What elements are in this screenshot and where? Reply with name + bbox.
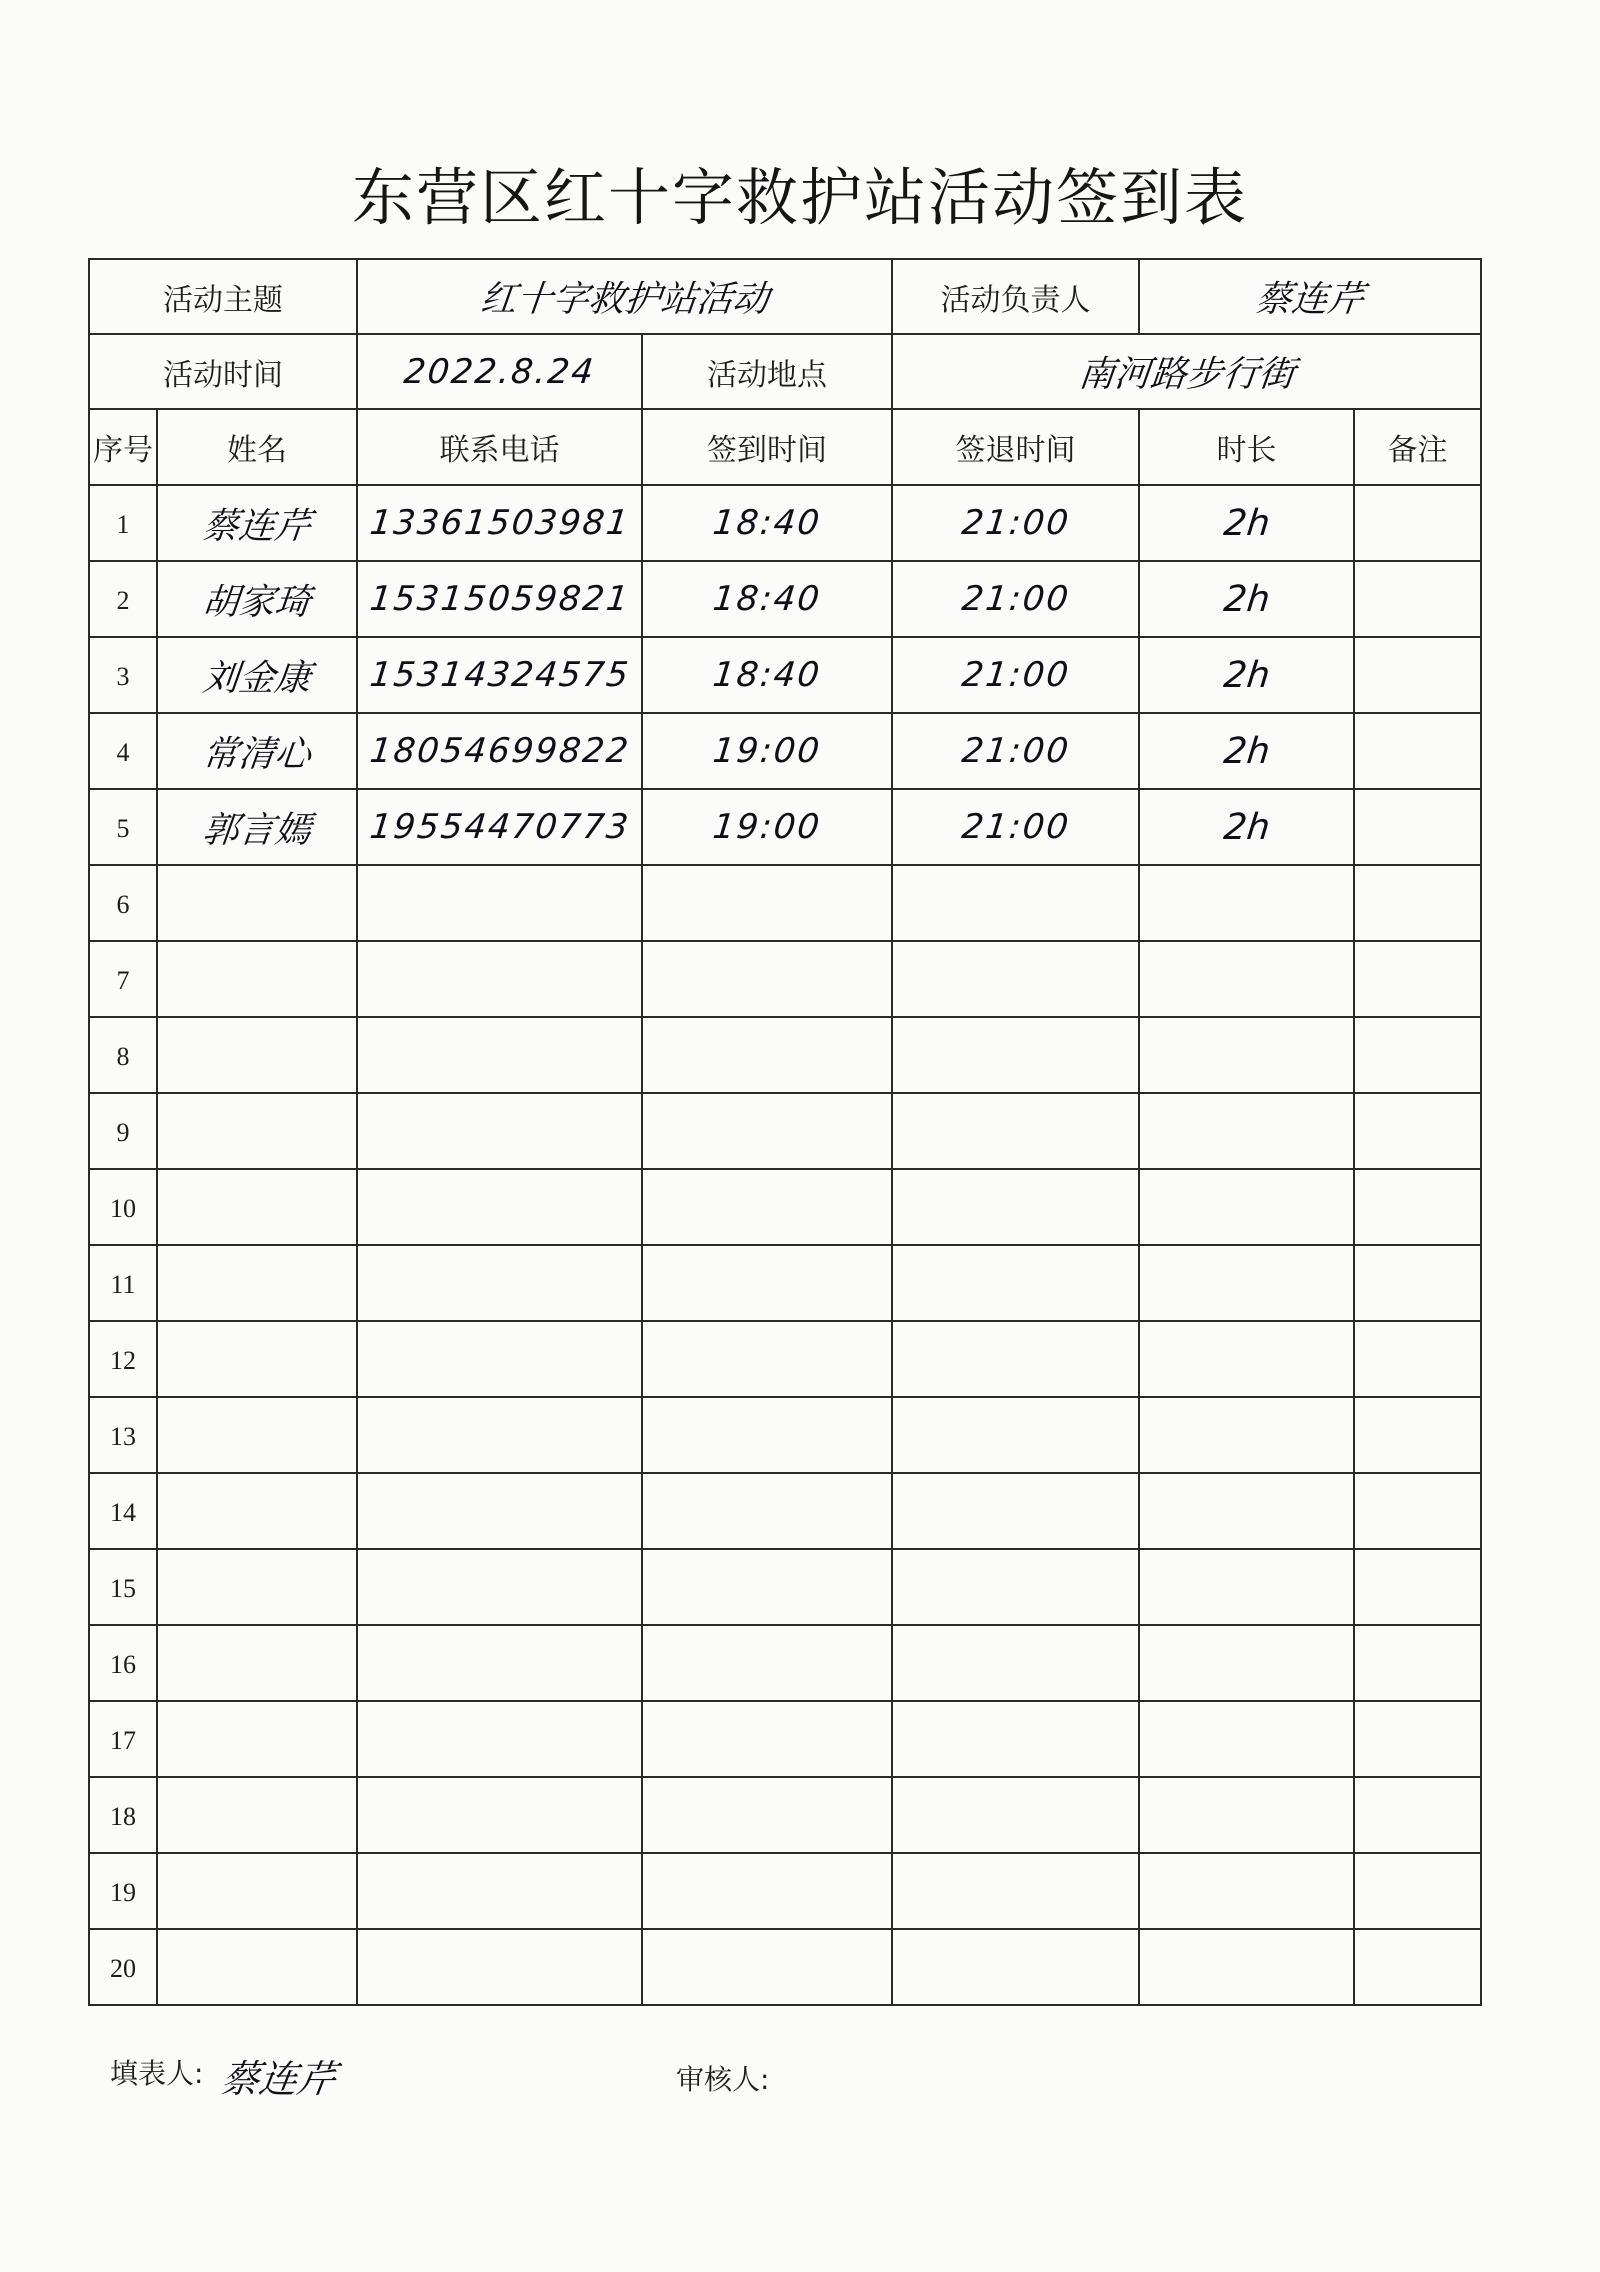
row-name-cell xyxy=(157,1017,357,1093)
row-name-cell xyxy=(157,1473,357,1549)
row-duration-cell xyxy=(1139,561,1354,637)
row-duration-cell xyxy=(1139,1625,1354,1701)
col-header-phone: 联系电话 xyxy=(357,409,642,485)
row-name: 蔡连芹 xyxy=(200,505,313,547)
table-row xyxy=(89,485,1481,561)
row-seq: 5 xyxy=(116,813,130,843)
row-seq-cell xyxy=(89,1549,157,1625)
row-seq-cell xyxy=(89,1017,157,1093)
row-phone: 19554470773 xyxy=(367,807,632,847)
row-seq: 6 xyxy=(116,889,130,919)
row-note-cell xyxy=(1354,1017,1481,1093)
row-seq: 19 xyxy=(110,1877,136,1907)
row-signin-cell xyxy=(642,637,892,713)
row-note-cell xyxy=(1354,713,1481,789)
row-duration-cell xyxy=(1139,1321,1354,1397)
row-seq: 1 xyxy=(116,509,130,539)
page-title: 东营区红十字救护站活动签到表 xyxy=(351,161,1248,234)
row-signout: 21:00 xyxy=(959,731,1072,771)
row-note-cell xyxy=(1354,1169,1481,1245)
row-name-cell xyxy=(157,713,357,789)
row-name-cell xyxy=(157,865,357,941)
row-seq-cell xyxy=(89,1473,157,1549)
row-phone-cell xyxy=(357,941,642,1017)
row-phone-cell xyxy=(357,1017,642,1093)
row-name-cell xyxy=(157,941,357,1017)
row-name-cell xyxy=(157,789,357,865)
row-name: 胡家琦 xyxy=(200,581,313,623)
row-duration: 2h xyxy=(1221,502,1272,544)
row-signout-cell xyxy=(892,1093,1139,1169)
row-note-cell xyxy=(1354,1929,1481,2005)
reviewer-label: 审核人: xyxy=(676,2063,770,2096)
row-signin-cell xyxy=(642,713,892,789)
row-duration-cell xyxy=(1139,485,1354,561)
row-signout-cell xyxy=(892,941,1139,1017)
row-seq: 9 xyxy=(116,1117,130,1147)
row-note-cell xyxy=(1354,1777,1481,1853)
row-signout-cell xyxy=(892,1701,1139,1777)
row-signin-cell xyxy=(642,865,892,941)
row-name-cell xyxy=(157,637,357,713)
row-signin-cell xyxy=(642,1549,892,1625)
row-seq: 8 xyxy=(116,1041,130,1071)
row-name-cell xyxy=(157,1777,357,1853)
row-name-cell xyxy=(157,1701,357,1777)
table-row xyxy=(89,1625,1481,1701)
time-value-cell xyxy=(357,334,642,409)
row-signin-cell xyxy=(642,1321,892,1397)
row-signin-cell xyxy=(642,485,892,561)
table-row xyxy=(89,1321,1481,1397)
table-row xyxy=(89,1245,1481,1321)
row-signout: 21:00 xyxy=(959,579,1072,619)
table-row xyxy=(89,713,1481,789)
row-phone-cell xyxy=(357,789,642,865)
row-duration-cell xyxy=(1139,1853,1354,1929)
row-signout-cell xyxy=(892,865,1139,941)
row-duration-cell xyxy=(1139,1473,1354,1549)
row-seq-cell xyxy=(89,1093,157,1169)
row-note-cell xyxy=(1354,1625,1481,1701)
table-row xyxy=(89,1701,1481,1777)
row-signout: 21:00 xyxy=(959,655,1072,695)
table-row xyxy=(89,1017,1481,1093)
place-value: 南河路步行街 xyxy=(1076,354,1297,395)
row-seq: 7 xyxy=(116,965,130,995)
row-note-cell xyxy=(1354,1397,1481,1473)
row-seq: 15 xyxy=(110,1573,136,1603)
row-signin-cell xyxy=(642,1625,892,1701)
row-signout-cell xyxy=(892,1473,1139,1549)
row-duration-cell xyxy=(1139,1245,1354,1321)
table-row xyxy=(89,1929,1481,2005)
row-duration-cell xyxy=(1139,1701,1354,1777)
info-row-time xyxy=(89,334,1481,409)
table-row xyxy=(89,941,1481,1017)
row-seq-cell xyxy=(89,1397,157,1473)
row-signin-cell xyxy=(642,1929,892,2005)
row-phone-cell xyxy=(357,1473,642,1549)
row-signout-cell xyxy=(892,1321,1139,1397)
row-phone-cell xyxy=(357,1245,642,1321)
row-seq-cell xyxy=(89,789,157,865)
row-phone-cell xyxy=(357,1169,642,1245)
row-phone-cell xyxy=(357,1701,642,1777)
row-name: 刘金康 xyxy=(200,657,313,699)
row-note-cell xyxy=(1354,1093,1481,1169)
row-phone-cell xyxy=(357,1625,642,1701)
row-seq: 16 xyxy=(110,1649,136,1679)
row-name: 常清心 xyxy=(200,733,313,775)
row-signin-cell xyxy=(642,561,892,637)
row-signin-cell xyxy=(642,1169,892,1245)
row-note-cell xyxy=(1354,789,1481,865)
topic-label: 活动主题 xyxy=(89,259,357,334)
col-header-signin: 签到时间 xyxy=(642,409,892,485)
table-row xyxy=(89,1549,1481,1625)
row-note-cell xyxy=(1354,561,1481,637)
row-duration: 2h xyxy=(1221,578,1272,620)
filler-signature: 蔡连芹 xyxy=(218,2057,339,2101)
table-row xyxy=(89,865,1481,941)
row-duration: 2h xyxy=(1221,654,1272,696)
row-phone-cell xyxy=(357,713,642,789)
row-duration-cell xyxy=(1139,1169,1354,1245)
row-signin-cell xyxy=(642,1701,892,1777)
row-seq-cell xyxy=(89,1321,157,1397)
col-header-duration: 时长 xyxy=(1139,409,1354,485)
table-row xyxy=(89,561,1481,637)
row-phone-cell xyxy=(357,561,642,637)
row-name-cell xyxy=(157,1397,357,1473)
row-duration-cell xyxy=(1139,1549,1354,1625)
row-note-cell xyxy=(1354,941,1481,1017)
table-row xyxy=(89,1473,1481,1549)
col-header-note: 备注 xyxy=(1354,409,1481,485)
row-seq: 18 xyxy=(110,1801,136,1831)
row-note-cell xyxy=(1354,1245,1481,1321)
row-seq-cell xyxy=(89,1245,157,1321)
row-signout-cell xyxy=(892,713,1139,789)
row-duration-cell xyxy=(1139,1017,1354,1093)
row-signout-cell xyxy=(892,1625,1139,1701)
row-name-cell xyxy=(157,485,357,561)
row-seq: 20 xyxy=(110,1953,136,1983)
filler-label: 填表人: xyxy=(110,2057,204,2090)
row-name-cell xyxy=(157,1093,357,1169)
column-header-row xyxy=(89,409,1481,485)
row-duration-cell xyxy=(1139,1777,1354,1853)
row-seq-cell xyxy=(89,1701,157,1777)
col-header-seq: 序号 xyxy=(89,409,157,485)
row-seq: 11 xyxy=(110,1269,136,1299)
row-signin: 19:00 xyxy=(710,731,824,771)
row-signin-cell xyxy=(642,1473,892,1549)
row-name: 郭言嫣 xyxy=(200,809,313,851)
row-seq-cell xyxy=(89,1625,157,1701)
row-phone-cell xyxy=(357,1321,642,1397)
row-signin-cell xyxy=(642,1777,892,1853)
row-seq-cell xyxy=(89,1853,157,1929)
row-seq: 13 xyxy=(110,1421,136,1451)
row-duration-cell xyxy=(1139,1929,1354,2005)
row-phone: 13361503981 xyxy=(367,503,632,543)
topic-value: 红十字救护站活动 xyxy=(478,279,771,320)
row-signin: 18:40 xyxy=(710,503,824,543)
row-signin: 18:40 xyxy=(710,579,824,619)
table-row xyxy=(89,789,1481,865)
row-duration-cell xyxy=(1139,789,1354,865)
row-seq-cell xyxy=(89,485,157,561)
row-signout: 21:00 xyxy=(959,807,1072,847)
row-note-cell xyxy=(1354,1473,1481,1549)
row-seq-cell xyxy=(89,1777,157,1853)
leader-value-cell xyxy=(1139,259,1481,334)
sign-in-table xyxy=(88,258,1482,2006)
row-duration: 2h xyxy=(1221,730,1272,772)
place-value-cell xyxy=(892,334,1481,409)
row-signin-cell xyxy=(642,1093,892,1169)
row-signout-cell xyxy=(892,1169,1139,1245)
row-phone-cell xyxy=(357,1929,642,2005)
row-note-cell xyxy=(1354,1549,1481,1625)
row-name-cell xyxy=(157,1929,357,2005)
row-note-cell xyxy=(1354,1701,1481,1777)
row-name-cell xyxy=(157,561,357,637)
row-seq: 17 xyxy=(110,1725,136,1755)
place-label: 活动地点 xyxy=(642,334,892,409)
row-signin-cell xyxy=(642,789,892,865)
row-note-cell xyxy=(1354,1321,1481,1397)
row-signout: 21:00 xyxy=(959,503,1072,543)
leader-label: 活动负责人 xyxy=(892,259,1139,334)
row-seq-cell xyxy=(89,1169,157,1245)
row-duration-cell xyxy=(1139,1397,1354,1473)
row-duration-cell xyxy=(1139,1093,1354,1169)
row-signout-cell xyxy=(892,1929,1139,2005)
row-seq-cell xyxy=(89,1929,157,2005)
row-signout-cell xyxy=(892,1017,1139,1093)
row-signin-cell xyxy=(642,1853,892,1929)
table-row xyxy=(89,1093,1481,1169)
row-name-cell xyxy=(157,1245,357,1321)
row-duration-cell xyxy=(1139,713,1354,789)
row-phone: 15315059821 xyxy=(367,579,632,619)
row-seq: 3 xyxy=(116,661,130,691)
row-phone-cell xyxy=(357,637,642,713)
row-seq: 14 xyxy=(110,1497,136,1527)
row-duration-cell xyxy=(1139,865,1354,941)
row-signin: 19:00 xyxy=(710,807,824,847)
row-name-cell xyxy=(157,1321,357,1397)
row-signout-cell xyxy=(892,1245,1139,1321)
row-phone: 15314324575 xyxy=(367,655,632,695)
row-seq: 4 xyxy=(116,737,130,767)
row-phone-cell xyxy=(357,485,642,561)
col-header-name: 姓名 xyxy=(157,409,357,485)
row-duration-cell xyxy=(1139,637,1354,713)
row-signout-cell xyxy=(892,1549,1139,1625)
row-signout-cell xyxy=(892,485,1139,561)
row-signout-cell xyxy=(892,1853,1139,1929)
row-phone-cell xyxy=(357,1093,642,1169)
row-signin-cell xyxy=(642,1245,892,1321)
row-name-cell xyxy=(157,1625,357,1701)
row-seq: 12 xyxy=(110,1345,136,1375)
time-value: 2022.8.24 xyxy=(401,351,598,392)
row-signin-cell xyxy=(642,1017,892,1093)
row-phone-cell xyxy=(357,1549,642,1625)
table-row xyxy=(89,1169,1481,1245)
row-phone-cell xyxy=(357,1853,642,1929)
row-phone: 18054699822 xyxy=(367,731,632,771)
row-phone-cell xyxy=(357,1397,642,1473)
row-name-cell xyxy=(157,1549,357,1625)
row-phone-cell xyxy=(357,1777,642,1853)
row-seq-cell xyxy=(89,865,157,941)
time-label: 活动时间 xyxy=(89,334,357,409)
row-duration: 2h xyxy=(1221,806,1272,848)
row-signout-cell xyxy=(892,1777,1139,1853)
table-row xyxy=(89,637,1481,713)
row-seq: 10 xyxy=(110,1193,136,1223)
table-row xyxy=(89,1853,1481,1929)
row-signin-cell xyxy=(642,1397,892,1473)
info-row-topic xyxy=(89,259,1481,334)
table-row xyxy=(89,1777,1481,1853)
topic-value-cell xyxy=(357,259,892,334)
leader-value: 蔡连芹 xyxy=(1253,279,1366,320)
row-seq: 2 xyxy=(116,585,130,615)
row-seq-cell xyxy=(89,637,157,713)
row-phone-cell xyxy=(357,865,642,941)
row-signout-cell xyxy=(892,1397,1139,1473)
row-seq-cell xyxy=(89,941,157,1017)
row-note-cell xyxy=(1354,485,1481,561)
row-duration-cell xyxy=(1139,941,1354,1017)
row-signout-cell xyxy=(892,561,1139,637)
row-signout-cell xyxy=(892,789,1139,865)
row-signout-cell xyxy=(892,637,1139,713)
row-name-cell xyxy=(157,1853,357,1929)
row-name-cell xyxy=(157,1169,357,1245)
row-note-cell xyxy=(1354,637,1481,713)
table-row xyxy=(89,1397,1481,1473)
col-header-signout: 签退时间 xyxy=(892,409,1139,485)
row-note-cell xyxy=(1354,1853,1481,1929)
row-note-cell xyxy=(1354,865,1481,941)
row-seq-cell xyxy=(89,713,157,789)
row-signin-cell xyxy=(642,941,892,1017)
row-signin: 18:40 xyxy=(710,655,824,695)
row-seq-cell xyxy=(89,561,157,637)
